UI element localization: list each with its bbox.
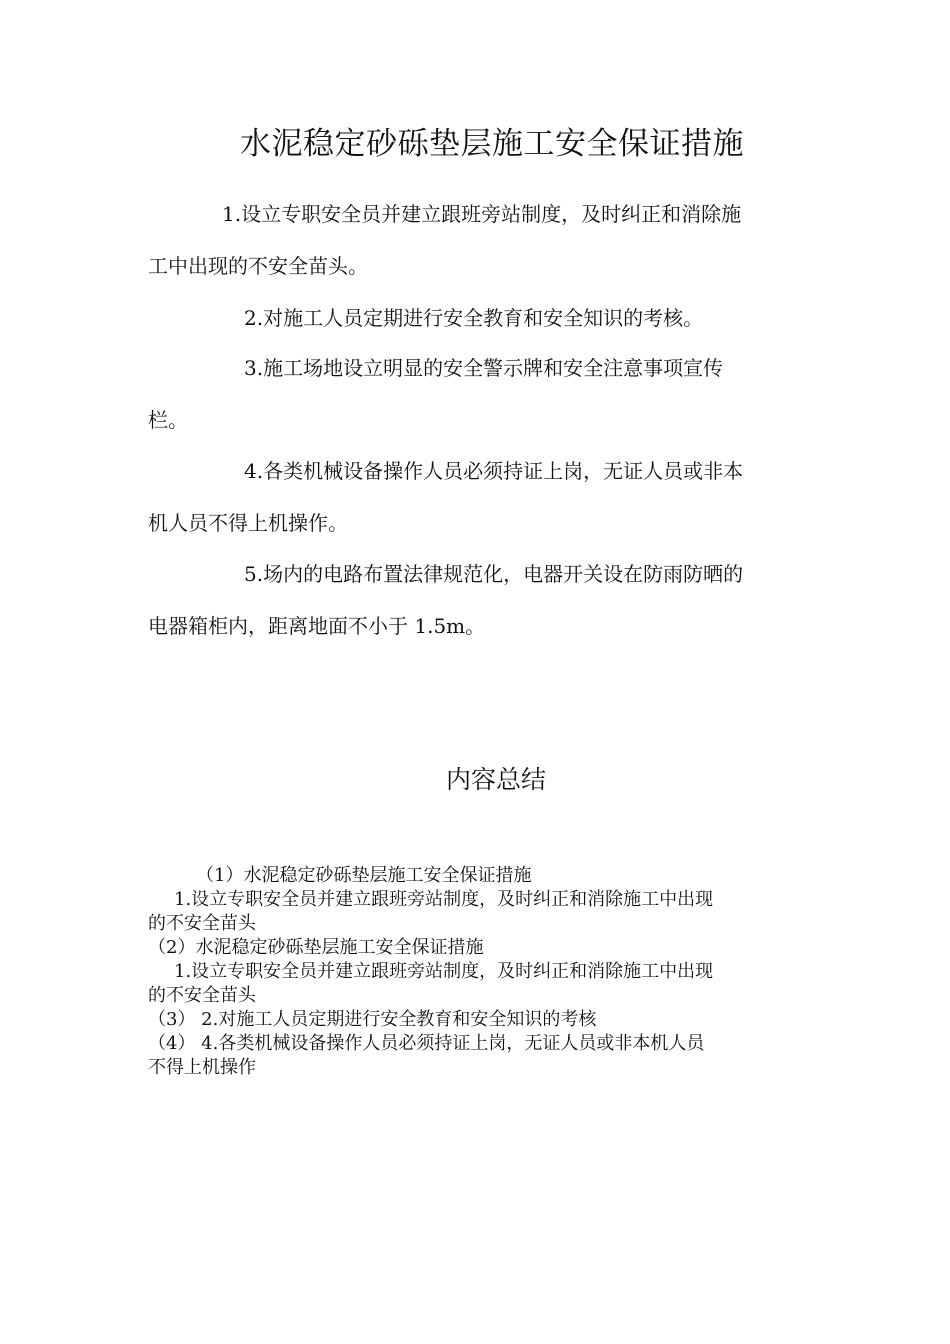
- paragraph-1-line-2: 工中出现的不安全苗头。: [148, 254, 368, 278]
- summary-body: [148, 864, 808, 1080]
- paragraph-1-line-1: 1.设立专职安全员并建立跟班旁站制度，及时纠正和消除施: [222, 202, 742, 226]
- summary-line: 1.设立专职安全员并建立跟班旁站制度，及时纠正和消除施工中出现: [174, 889, 714, 910]
- paragraph-4: [148, 445, 800, 549]
- summary-line: 的不安全苗头: [148, 913, 256, 934]
- paragraph-5-line-2: 电器箱柜内，距离地面不小于 1.5m。: [148, 614, 486, 638]
- summary-line: （3） 2.对施工人员定期进行安全教育和安全知识的考核: [148, 1009, 597, 1030]
- summary-line: （1）水泥稳定砂砾垫层施工安全保证措施: [196, 865, 532, 886]
- summary-line: （4） 4.各类机械设备操作人员必须持证上岗，无证人员或非本机人员: [148, 1033, 705, 1054]
- paragraph-3: [148, 342, 800, 446]
- paragraph-2: [148, 292, 800, 344]
- paragraph-3-line-1: 3.施工场地设立明显的安全警示牌和安全注意事项宣传: [244, 356, 724, 380]
- paragraph-2-line-1: 2.对施工人员定期进行安全教育和安全知识的考核。: [244, 306, 704, 330]
- summary-line: 不得上机操作: [148, 1057, 256, 1078]
- summary-heading: 内容总结: [446, 765, 547, 794]
- paragraph-5-line-1: 5.场内的电路布置法律规范化，电器开关设在防雨防晒的: [244, 562, 744, 586]
- paragraph-4-line-1: 4.各类机械设备操作人员必须持证上岗，无证人员或非本: [244, 459, 744, 483]
- paragraph-1: [148, 188, 800, 292]
- summary-line: 1.设立专职安全员并建立跟班旁站制度，及时纠正和消除施工中出现: [174, 961, 714, 982]
- paragraph-3-line-2: 栏。: [148, 408, 188, 432]
- summary-line: （2）水泥稳定砂砾垫层施工安全保证措施: [148, 937, 484, 958]
- summary-line: 的不安全苗头: [148, 985, 256, 1006]
- paragraph-5: [148, 548, 800, 652]
- paragraph-4-line-2: 机人员不得上机操作。: [148, 511, 348, 535]
- document-title: 水泥稳定砂砾垫层施工安全保证措施: [240, 126, 744, 162]
